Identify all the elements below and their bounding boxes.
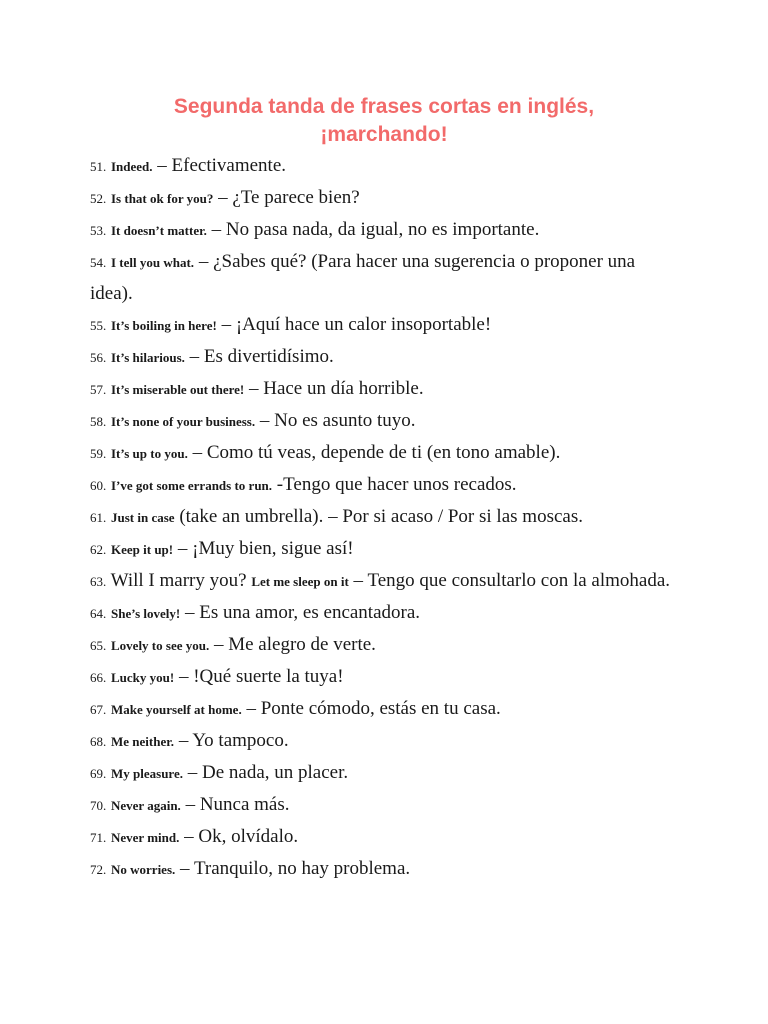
spanish-translation: Es una amor, es encantadora.: [199, 602, 421, 623]
phrase-item: [90, 501, 680, 533]
separator: –: [348, 570, 368, 591]
phrase-item: [90, 150, 680, 182]
separator: –: [184, 346, 204, 367]
english-phrase: It’s miserable out there!: [111, 382, 245, 397]
english-phrase: I’ve got some errands to run.: [111, 478, 273, 493]
phrase-number: 60.: [90, 478, 107, 493]
english-phrase: It’s none of your business.: [111, 414, 256, 429]
phrase-item: [90, 693, 680, 725]
spanish-translation: ¡Aquí hace un calor insoportable!: [235, 314, 492, 335]
phrase-item: [90, 373, 680, 405]
spanish-translation: Ponte cómodo, estás en tu casa.: [260, 698, 501, 719]
spanish-translation: !Qué suerte la tuya!: [193, 666, 344, 687]
spanish-translation: Tengo que consultarlo con la almohada.: [367, 570, 671, 591]
separator: –: [187, 442, 207, 463]
separator: –: [244, 378, 264, 399]
spanish-translation: Yo tampoco.: [192, 730, 289, 751]
english-phrase: She’s lovely!: [111, 606, 181, 621]
phrase-number: 67.: [90, 702, 107, 717]
english-phrase: No worries.: [111, 862, 176, 877]
phrase-number: 68.: [90, 734, 107, 749]
phrase-item: [90, 565, 680, 597]
phrase-item: [90, 661, 680, 693]
phrase-item: [90, 214, 680, 246]
phrase-number: 72.: [90, 862, 107, 877]
separator: –: [180, 794, 200, 815]
english-phrase: I tell you what.: [111, 255, 195, 270]
spanish-translation: Como tú veas, depende de ti (en tono amable).: [206, 442, 561, 463]
english-phrase: Me neither.: [111, 734, 175, 749]
phrase-number: 54.: [90, 255, 107, 270]
spanish-translation: Me alegro de verte.: [228, 634, 376, 655]
phrase-number: 58.: [90, 414, 107, 429]
phrase-number: 66.: [90, 670, 107, 685]
spanish-translation: (take an umbrella). – Por si acaso / Por si las moscas.: [179, 506, 583, 527]
separator: –: [174, 730, 193, 751]
phrase-item: [90, 309, 680, 341]
phrase-number: 61.: [90, 510, 107, 525]
separator: –: [209, 634, 229, 655]
phrase-number: 65.: [90, 638, 107, 653]
spanish-translation: ¿Sabes qué? (Para hacer una sugerencia o proponer una idea).: [90, 251, 636, 304]
phrase-number: 59.: [90, 446, 107, 461]
separator: –: [216, 314, 236, 335]
phrase-list: [90, 150, 680, 885]
phrase-item: [90, 597, 680, 629]
title-line-1: Segunda tanda de frases cortas en inglés,: [173, 95, 595, 118]
separator: –: [241, 698, 261, 719]
phrase-item: [90, 341, 680, 373]
phrase-item: [90, 725, 680, 757]
phrase-number: 63.: [90, 574, 107, 589]
separator: –: [194, 251, 214, 272]
phrase-number: 57.: [90, 382, 107, 397]
phrase-number: 71.: [90, 830, 107, 845]
spanish-translation: Ok, olvídalo.: [198, 826, 299, 847]
english-phrase: It’s boiling in here!: [111, 318, 217, 333]
phrase-number: 64.: [90, 606, 107, 621]
spanish-translation: ¿Te parece bien?: [232, 187, 360, 208]
phrase-item: [90, 821, 680, 853]
phrase-item: [90, 405, 680, 437]
spanish-translation: Efectivamente.: [171, 155, 287, 176]
spanish-translation: Hace un día horrible.: [263, 378, 424, 399]
english-phrase: It’s up to you.: [111, 446, 188, 461]
page-title: [90, 93, 678, 149]
separator: –: [175, 858, 194, 879]
english-phrase: Indeed.: [111, 159, 153, 174]
spanish-translation: No pasa nada, da igual, no es importante.: [225, 219, 540, 240]
spanish-translation: De nada, un placer.: [201, 762, 349, 783]
phrase-item: [90, 533, 680, 565]
english-phrase: Just in case: [111, 510, 175, 525]
title-line-2: ¡marchando!: [320, 123, 448, 146]
separator: –: [174, 666, 194, 687]
separator: –: [179, 826, 199, 847]
separator: –: [180, 602, 200, 623]
phrase-number: 52.: [90, 191, 107, 206]
separator: –: [152, 155, 172, 176]
spanish-translation: ¡Muy bien, sigue así!: [192, 538, 354, 559]
english-phrase: Make yourself at home.: [111, 702, 242, 717]
english-phrase: Is that ok for you?: [111, 191, 214, 206]
english-phrase: Lucky you!: [111, 670, 175, 685]
spanish-translation: No es asunto tuyo.: [274, 410, 416, 431]
phrase-number: 62.: [90, 542, 107, 557]
english-phrase: It doesn’t matter.: [111, 223, 207, 238]
english-phrase: Keep it up!: [111, 542, 174, 557]
separator: –: [173, 538, 193, 559]
separator: –: [255, 410, 275, 431]
spanish-translation: Es divertidísimo.: [203, 346, 334, 367]
english-phrase: It’s hilarious.: [111, 350, 185, 365]
phrase-number: 51.: [90, 159, 107, 174]
phrase-number: 70.: [90, 798, 107, 813]
phrase-number: 56.: [90, 350, 107, 365]
phrase-item: [90, 789, 680, 821]
phrase-item: [90, 437, 680, 469]
separator: –: [213, 187, 233, 208]
phrase-item: [90, 246, 680, 309]
spanish-translation: Tengo que hacer unos recados.: [283, 474, 517, 495]
phrase-number: 55.: [90, 318, 107, 333]
phrase-item: [90, 853, 680, 885]
english-phrase: Never again.: [111, 798, 181, 813]
english-phrase: Never mind.: [111, 830, 180, 845]
english-phrase: My pleasure.: [111, 766, 183, 781]
english-phrase: Lovely to see you.: [111, 638, 210, 653]
phrase-item: [90, 182, 680, 214]
english-phrase: Let me sleep on it: [251, 574, 349, 589]
english-question: Will I marry you?: [110, 570, 247, 591]
phrase-number: 69.: [90, 766, 107, 781]
phrase-item: [90, 629, 680, 661]
separator: –: [206, 219, 226, 240]
phrase-item: [90, 469, 680, 501]
spanish-translation: Nunca más.: [199, 794, 290, 815]
spanish-translation: Tranquilo, no hay problema.: [193, 858, 411, 879]
phrase-item: [90, 757, 680, 789]
separator: -: [272, 474, 284, 495]
separator: –: [182, 762, 202, 783]
phrase-number: 53.: [90, 223, 107, 238]
